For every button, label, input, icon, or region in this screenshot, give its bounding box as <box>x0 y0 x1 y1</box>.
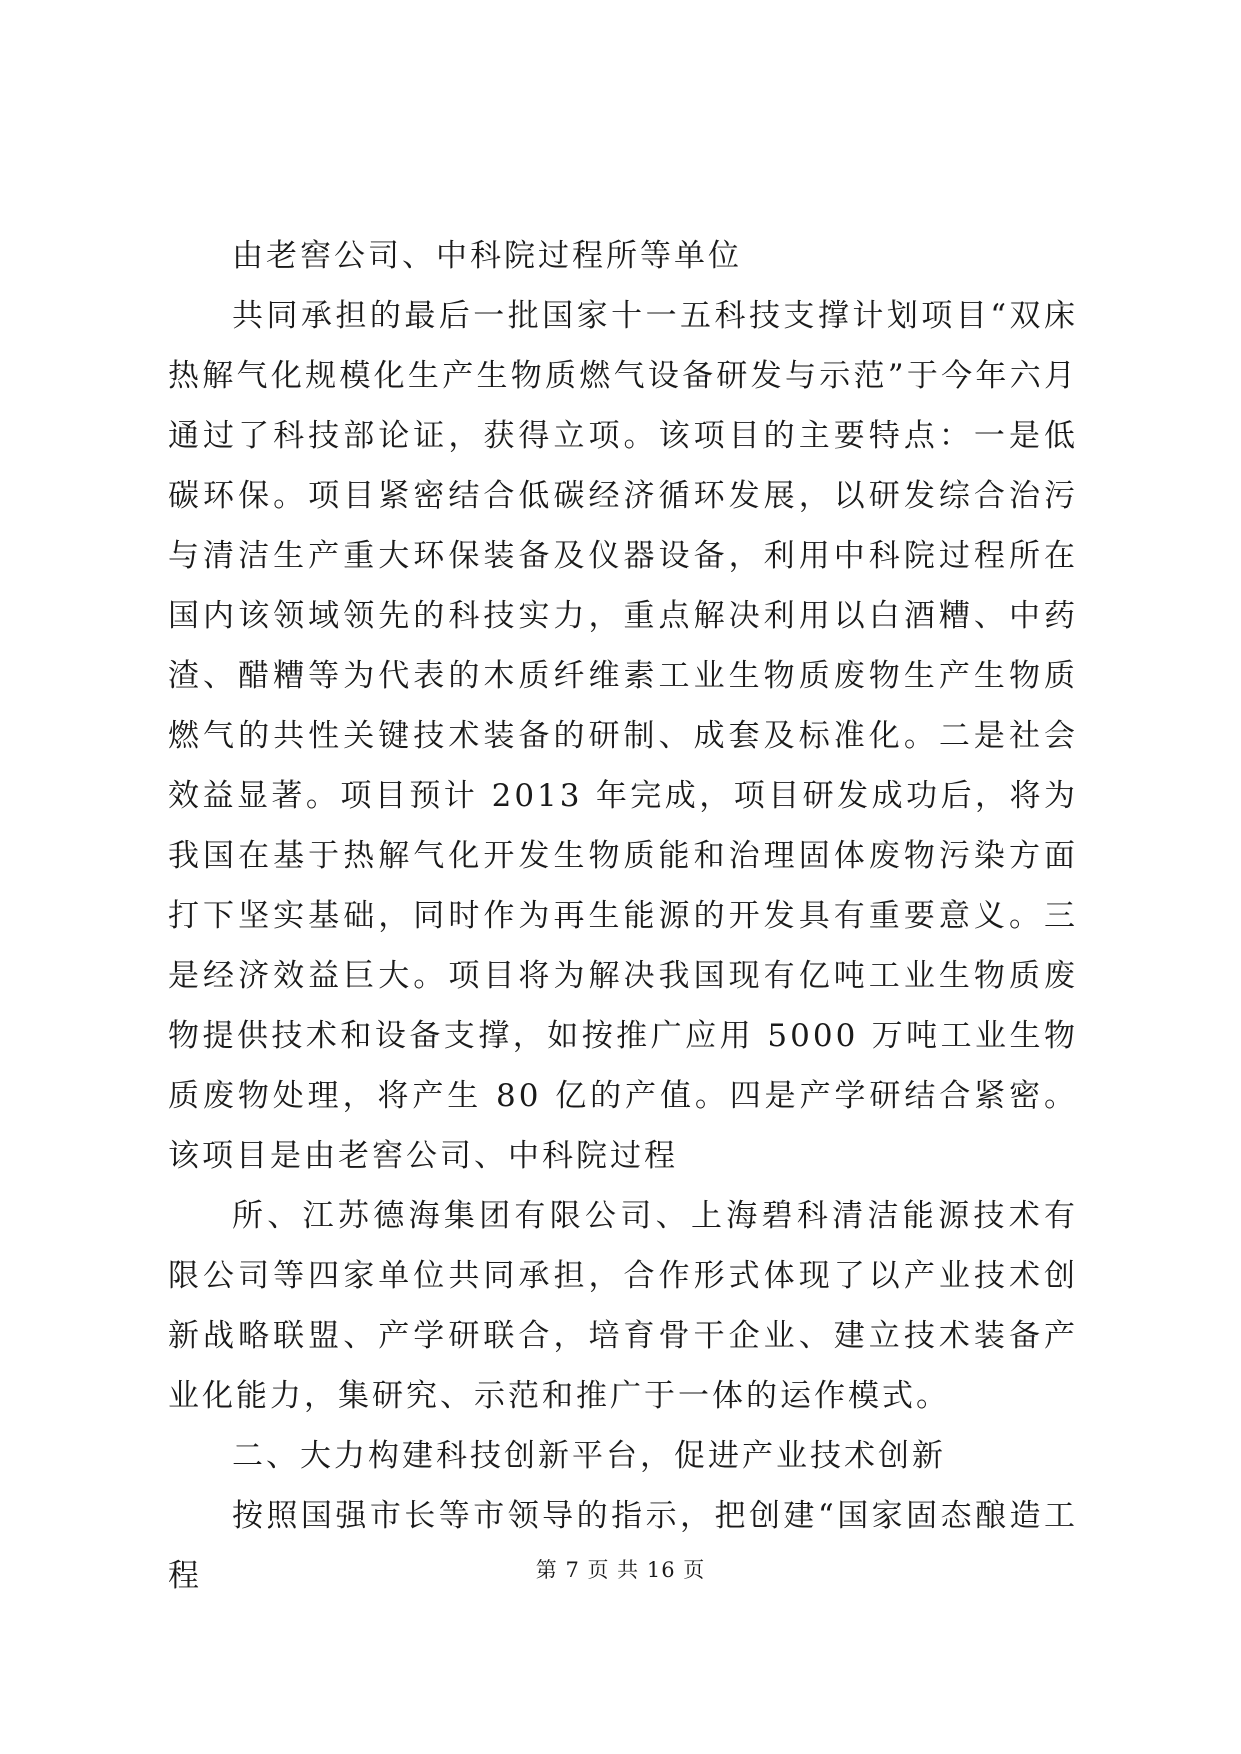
page-footer: 第 7 页 共 16 页 <box>535 1558 706 1582</box>
paragraph-4: 按照国强市长等市领导的指示，把创建“国家固态酿造工程 <box>168 1498 1078 1594</box>
paragraph-1: 由老窖公司、中科院过程所等单位 <box>232 238 742 274</box>
document-body <box>168 226 1078 1606</box>
paragraph-3: 所、江苏德海集团有限公司、上海碧科清洁能源技术有限公司等四家单位共同承担，合作形式体现了以产业技术创新战略联盟、产学研联合，培育骨干企业、建立技术装备产业化能力，集研究、示范和推广于一体的运作模式。 <box>168 1198 1078 1414</box>
section-heading: 二、大力构建科技创新平台，促进产业技术创新 <box>232 1438 946 1474</box>
paragraph-2: 共同承担的最后一批国家十一五科技支撑计划项目“双床热解气化规模化生产生物质燃气设备研发与示范”于今年六月通过了科技部论证，获得立项。该项目的主要特点：一是低碳环保。项目紧密结合低碳经济循环发展，以研发综合治污与清洁生产重大环保装备及仪器设备，利用中科院过程所在国内该领域领先的科技实力，重点解决利用以白酒糟、中药渣、醋糟等为代表的木质纤维素工业生物质废物生产生物质燃气的共性关键技术装备的研制、成套及标准化。二是社会效益显著。项目预计 2013 年完成，项目研发成功后，将为我国在基于热解气化开发生物质能和治理固体废物污染方面打下坚实基础，同时作为再生能源的开发具有重要意义。三是经济效益巨大。项目将为解决我国现有亿吨工业生物质废物提供技术和设备支撑，如按推广应用 5000 万吨工业生物质废物处理，将产生 80 亿的产值。四是产学研结合紧密。该项目是由老窖公司、中科院过程 <box>168 298 1078 1174</box>
